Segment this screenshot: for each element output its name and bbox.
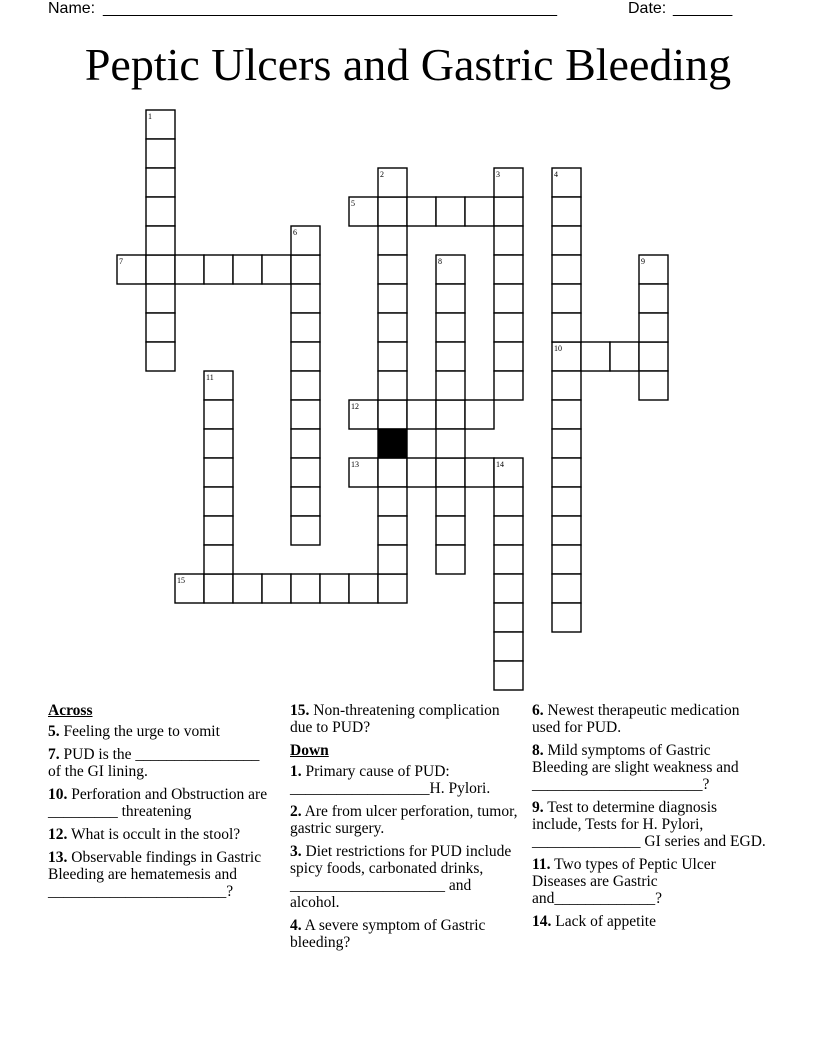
grid-cell[interactable] bbox=[291, 371, 320, 400]
grid-cell[interactable] bbox=[378, 255, 407, 284]
clue-down-9 bbox=[532, 799, 770, 850]
grid-cell[interactable] bbox=[436, 545, 465, 574]
grid-cell[interactable] bbox=[378, 226, 407, 255]
grid-cell[interactable] bbox=[146, 255, 175, 284]
clue-number-label: 13 bbox=[351, 460, 359, 469]
clue-down-4 bbox=[290, 917, 522, 951]
clue-number-label: 2 bbox=[380, 170, 384, 179]
down-heading: Down bbox=[290, 742, 329, 759]
grid-cell[interactable] bbox=[494, 342, 523, 371]
grid-cell[interactable] bbox=[204, 574, 233, 603]
grid-cell[interactable] bbox=[204, 545, 233, 574]
grid-cell[interactable] bbox=[494, 603, 523, 632]
grid-cell[interactable] bbox=[581, 342, 610, 371]
grid-cell[interactable] bbox=[494, 516, 523, 545]
grid-cell[interactable] bbox=[494, 313, 523, 342]
grid-cell[interactable] bbox=[552, 226, 581, 255]
clue-number-label: 12 bbox=[351, 402, 359, 411]
grid-cell[interactable] bbox=[639, 313, 668, 342]
grid-cell[interactable] bbox=[639, 371, 668, 400]
clue-number-label: 1 bbox=[148, 112, 152, 121]
clue-down-3 bbox=[290, 843, 522, 911]
grid-cell[interactable] bbox=[494, 661, 523, 690]
name-label: Name: bbox=[48, 0, 96, 17]
grid-cell[interactable] bbox=[436, 284, 465, 313]
grid-cell[interactable] bbox=[291, 400, 320, 429]
clues-column-3 bbox=[532, 702, 770, 936]
clue-down-1 bbox=[290, 763, 522, 797]
grid-cell[interactable] bbox=[552, 487, 581, 516]
grid-cell[interactable] bbox=[378, 458, 407, 487]
grid-cell[interactable] bbox=[204, 400, 233, 429]
clue-down-6 bbox=[532, 702, 770, 736]
clue-number-label: 15 bbox=[177, 576, 185, 585]
clue-number: 2. bbox=[290, 803, 302, 820]
grid-cell[interactable] bbox=[204, 516, 233, 545]
grid-cell[interactable] bbox=[146, 313, 175, 342]
clue-across-15 bbox=[290, 702, 522, 736]
grid-cell[interactable] bbox=[436, 313, 465, 342]
grid-cell[interactable] bbox=[494, 632, 523, 661]
clue-number-label: 10 bbox=[554, 344, 562, 353]
grid-cell[interactable] bbox=[378, 574, 407, 603]
name-field-line[interactable]: ______________________________________________________ bbox=[103, 0, 557, 17]
grid-cell[interactable] bbox=[465, 400, 494, 429]
page-title: Peptic Ulcers and Gastric Bleeding bbox=[84, 39, 732, 90]
clue-down-2 bbox=[290, 803, 522, 837]
clue-number-label: 14 bbox=[496, 460, 504, 469]
clue-number-label: 5 bbox=[351, 199, 355, 208]
grid-cell[interactable] bbox=[146, 342, 175, 371]
grid-cell[interactable] bbox=[407, 458, 436, 487]
grid-cell[interactable] bbox=[494, 371, 523, 400]
grid-cell[interactable] bbox=[436, 400, 465, 429]
clue-across-5 bbox=[48, 723, 273, 740]
grid-cell[interactable] bbox=[494, 255, 523, 284]
grid-cell[interactable] bbox=[378, 313, 407, 342]
grid-cell[interactable] bbox=[262, 574, 291, 603]
clue-text: Mild symptoms of Gastric Bleeding are slight weakness and ______________________? bbox=[532, 742, 739, 793]
grid-cell[interactable] bbox=[436, 197, 465, 226]
grid-cell[interactable] bbox=[378, 371, 407, 400]
grid-cell[interactable] bbox=[291, 429, 320, 458]
grid-cell[interactable] bbox=[552, 371, 581, 400]
grid-cell[interactable] bbox=[146, 284, 175, 313]
grid-cell[interactable] bbox=[291, 516, 320, 545]
grid-cell[interactable] bbox=[378, 400, 407, 429]
grid-cell[interactable] bbox=[378, 284, 407, 313]
grid-cell[interactable] bbox=[204, 458, 233, 487]
clue-down-8 bbox=[532, 742, 770, 793]
clue-number: 8. bbox=[532, 742, 544, 759]
clue-number-label: 3 bbox=[496, 170, 500, 179]
grid-cell[interactable] bbox=[291, 255, 320, 284]
clue-text: Non-threatening complication due to PUD? bbox=[290, 702, 500, 736]
clue-across-7 bbox=[48, 746, 273, 780]
clue-number: 1. bbox=[290, 763, 302, 780]
grid-cell[interactable] bbox=[494, 545, 523, 574]
grid-cell[interactable] bbox=[291, 458, 320, 487]
grid-cell[interactable] bbox=[146, 168, 175, 197]
grid-cell[interactable] bbox=[349, 574, 378, 603]
clue-text: Newest therapeutic medication used for PUD. bbox=[532, 702, 740, 736]
clues-column-1 bbox=[48, 702, 273, 906]
grid-cell[interactable] bbox=[378, 342, 407, 371]
grid-cell[interactable] bbox=[262, 255, 291, 284]
clue-number: 11. bbox=[532, 856, 551, 873]
clue-number: 7. bbox=[48, 746, 60, 763]
clue-number: 6. bbox=[532, 702, 544, 719]
grid-cell[interactable] bbox=[204, 255, 233, 284]
grid-cell[interactable] bbox=[436, 487, 465, 516]
clue-number: 5. bbox=[48, 723, 60, 740]
grid-cell[interactable] bbox=[146, 139, 175, 168]
clue-text: Two types of Peptic Ulcer Diseases are Gastric and_____________? bbox=[532, 856, 716, 907]
grid-cell[interactable] bbox=[378, 545, 407, 574]
grid-cell[interactable] bbox=[378, 197, 407, 226]
grid-cell[interactable] bbox=[639, 342, 668, 371]
grid-cell[interactable] bbox=[552, 400, 581, 429]
clue-text: Test to determine diagnosis include, Tests for H. Pylori, ______________ GI series and EGD. bbox=[532, 799, 766, 850]
clue-number-label: 6 bbox=[293, 228, 297, 237]
grid-cell[interactable] bbox=[378, 487, 407, 516]
grid-cell[interactable] bbox=[494, 197, 523, 226]
grid-cell[interactable] bbox=[494, 487, 523, 516]
grid-cell[interactable] bbox=[233, 255, 262, 284]
grid-cell[interactable] bbox=[204, 429, 233, 458]
clue-text: Primary cause of PUD: __________________H. Pylori. bbox=[290, 763, 491, 797]
grid-cell[interactable] bbox=[436, 516, 465, 545]
clue-number: 14. bbox=[532, 913, 552, 930]
date-field-line[interactable]: _______ bbox=[673, 0, 732, 17]
grid-cell[interactable] bbox=[320, 574, 349, 603]
clue-across-10 bbox=[48, 786, 273, 820]
grid-cell[interactable] bbox=[552, 284, 581, 313]
clue-number: 12. bbox=[48, 826, 68, 843]
clue-across-12 bbox=[48, 826, 273, 843]
grid-cell[interactable] bbox=[552, 574, 581, 603]
grid-cell[interactable] bbox=[552, 516, 581, 545]
clue-number: 13. bbox=[48, 849, 68, 866]
clue-down-11 bbox=[532, 856, 770, 907]
grid-cell[interactable] bbox=[407, 197, 436, 226]
clue-number: 9. bbox=[532, 799, 544, 816]
grid-cell[interactable] bbox=[378, 516, 407, 545]
clue-text: What is occult in the stool? bbox=[67, 826, 241, 843]
clue-number-label: 9 bbox=[641, 257, 645, 266]
grid-cell[interactable] bbox=[552, 545, 581, 574]
grid-cell[interactable] bbox=[291, 342, 320, 371]
grid-cell[interactable] bbox=[436, 458, 465, 487]
clue-text: Observable findings in Gastric Bleeding are hematemesis and _______________________? bbox=[48, 849, 262, 900]
clue-text: Are from ulcer perforation, tumor, gastric surgery. bbox=[290, 803, 518, 837]
grid-cell[interactable] bbox=[552, 313, 581, 342]
grid-cell[interactable] bbox=[291, 487, 320, 516]
grid-cell[interactable] bbox=[146, 197, 175, 226]
clue-text: Feeling the urge to vomit bbox=[59, 723, 220, 740]
clue-text: A severe symptom of Gastric bleeding? bbox=[290, 917, 486, 951]
grid-cell[interactable] bbox=[146, 226, 175, 255]
grid-cell[interactable] bbox=[552, 255, 581, 284]
clue-number: 4. bbox=[290, 917, 302, 934]
clue-number-label: 7 bbox=[119, 257, 123, 266]
clue-across-13 bbox=[48, 849, 273, 900]
grid-cell[interactable] bbox=[436, 371, 465, 400]
grid-cell[interactable] bbox=[465, 197, 494, 226]
clue-text: Diet restrictions for PUD include spicy foods, carbonated drinks, ____________________ and alcohol. bbox=[290, 843, 512, 911]
grid-cell[interactable] bbox=[291, 574, 320, 603]
grid-cell[interactable] bbox=[407, 400, 436, 429]
grid-cell[interactable] bbox=[465, 458, 494, 487]
grid-cell[interactable] bbox=[639, 284, 668, 313]
clue-number: 15. bbox=[290, 702, 310, 719]
grid-cell[interactable] bbox=[233, 574, 262, 603]
clue-number-label: 4 bbox=[554, 170, 558, 179]
grid-cell[interactable] bbox=[436, 429, 465, 458]
clue-number-label: 11 bbox=[206, 373, 214, 382]
grid-cell[interactable] bbox=[552, 197, 581, 226]
clues-column-2 bbox=[290, 702, 522, 957]
grid-cell[interactable] bbox=[552, 429, 581, 458]
grid-cell[interactable] bbox=[175, 255, 204, 284]
grid-cell[interactable] bbox=[552, 458, 581, 487]
date-label: Date: bbox=[628, 0, 667, 17]
grid-cell[interactable] bbox=[552, 603, 581, 632]
grid-cell[interactable] bbox=[494, 226, 523, 255]
grid-cell[interactable] bbox=[610, 342, 639, 371]
clue-number-label: 8 bbox=[438, 257, 442, 266]
clue-text: PUD is the ________________ of the GI lining. bbox=[48, 746, 260, 780]
grid-cell[interactable] bbox=[204, 487, 233, 516]
clue-number: 10. bbox=[48, 786, 68, 803]
black-square bbox=[378, 429, 407, 458]
clue-down-14 bbox=[532, 913, 770, 930]
clue-text: Perforation and Obstruction are _________ threatening bbox=[48, 786, 268, 820]
clue-text: Lack of appetite bbox=[551, 913, 656, 930]
grid-cell[interactable] bbox=[494, 284, 523, 313]
across-heading: Across bbox=[48, 702, 93, 719]
grid-cell[interactable] bbox=[494, 574, 523, 603]
clue-number: 3. bbox=[290, 843, 302, 860]
grid-cell[interactable] bbox=[291, 284, 320, 313]
grid-cell[interactable] bbox=[436, 342, 465, 371]
grid-cell[interactable] bbox=[291, 313, 320, 342]
